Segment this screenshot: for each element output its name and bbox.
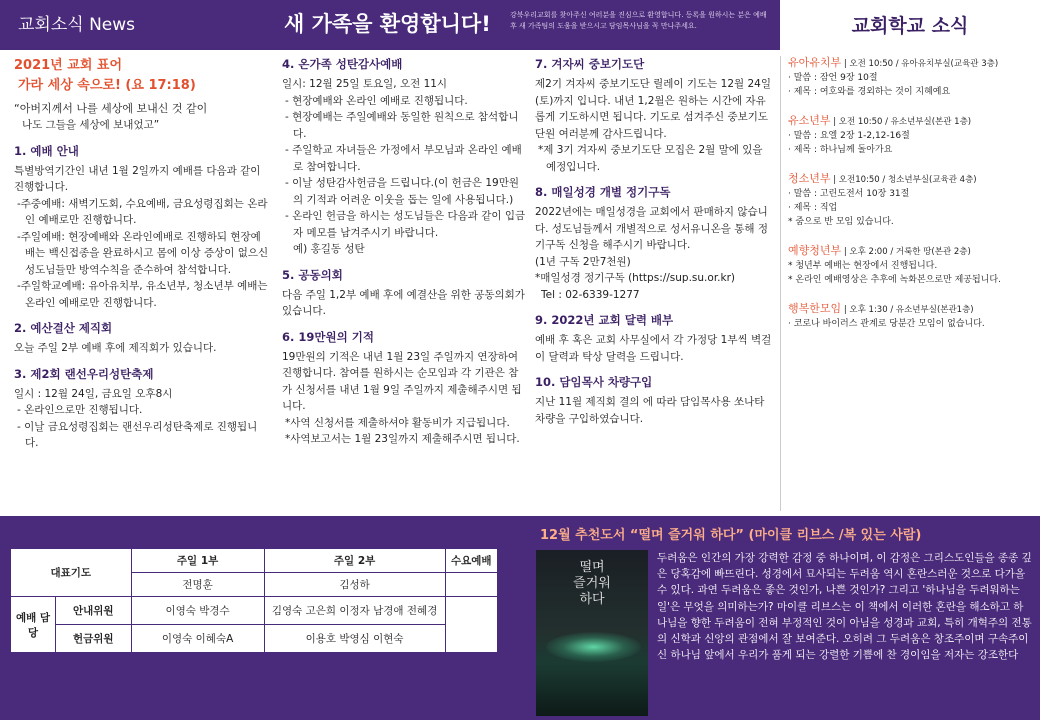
school-line: · 제목 : 하나님께 돌아가요 xyxy=(788,145,893,155)
motto-quote-2: 나도 그들을 세상에 보내었고” xyxy=(22,119,160,131)
news-header: 교회소식 News xyxy=(0,0,270,50)
school-line: · 제목 : 직업 xyxy=(788,203,838,213)
section-5-text: 다음 주일 1,2부 예배 후에 예결산을 위한 공동의회가 있습니다. xyxy=(282,288,525,317)
section-6-note-1: *사역 신청서를 제출하셔야 활동비가 지급됩니다. xyxy=(285,416,510,429)
school-item-kindergarten xyxy=(788,56,1034,99)
table-row xyxy=(11,625,498,653)
school-line: · 말씀 : 고린도전서 10장 31절 xyxy=(788,189,910,199)
section-3-line-1: 일시 : 12월 24일, 금요일 오후8시 xyxy=(14,387,173,400)
news-column-1 xyxy=(14,56,270,452)
section-1-title: 1. 예배 안내 xyxy=(14,143,79,158)
section-4-line-5: - 이날 성탄감사헌금을 드립니다.(이 헌금은 19만원의 기적과 어려운 이웃을 돕는 일에 사용됩니다.) xyxy=(285,177,519,206)
section-9-text: 예배 후 혹은 교회 사무실에서 각 가정당 1부씩 벽걸이 달력과 탁상 달력을 드립니다. xyxy=(535,334,772,363)
section-3-line-3: - 이날 금요성령집회는 랜선우리성탄축제로 진행됩니다. xyxy=(17,420,258,449)
section-2-text: 오늘 주일 2부 예배 후에 제직회가 있습니다. xyxy=(14,342,217,354)
table-row xyxy=(11,549,498,573)
section-10-text: 지난 11월 제직회 결의 에 따라 담임목사용 쏘나타 차량을 구입하였습니다. xyxy=(535,396,765,425)
book-heading: 12월 추천도서 “떨며 즐거워 하다” (마이클 리브스 /복 있는 사람) xyxy=(540,528,922,543)
school-dept-name: 유소년부 xyxy=(788,114,831,127)
table-cell xyxy=(445,573,497,597)
section-10-title: 10. 담임목사 차량구입 xyxy=(535,375,653,389)
school-line: * 줌으로 반 모임 있습니다. xyxy=(788,217,894,227)
book-description: 두려움은 인간의 가장 강력한 감정 중 하나이며, 이 감정은 그리스도인들을 종종 깊은 당혹감에 빠뜨린다. 성경에서 묘사되는 두려움 역시 혼란스러운 것으로 다가올 수 있다. 과연 두려움은 좋은 것인가, 나쁜 것인가? 그리고 '하나님을 두려워하는 일'은 무엇을 의미하는가? 마이클 리브스는 이 책에서 이러한 혼란을 해소하고 하나님을 향한 두려움이 전혀 부정적인 것이 아님을 성경과 교회, 특히 개혁주의 전통의 신학과 신앙의 관점에서 잘 보여준다. 오히려 그 두려움은 창조주이며 구속주이신 하나님 앞에서 우리가 품게 되는 강렬한 기쁨에 찬 경이임을 저자는 강조한다 xyxy=(657,552,1032,662)
table-cell: 이영숙 이혜숙A xyxy=(131,625,264,653)
section-1-bullet-2: -주일예배: 현장예배와 온라인예배로 진행하되 현장예배는 백신접종을 완료하시고 몸에 이상 증상이 없으신 성도님들만 방역수칙을 준수하여 참석합니다. xyxy=(17,230,269,276)
table-cell: 김성하 xyxy=(264,573,445,597)
aurora-graphic xyxy=(546,632,641,662)
book-cover-image xyxy=(536,550,648,716)
cover-title-line: 하다 xyxy=(579,592,605,607)
section-1-bullet-1: -주중예배: 새벽기도회, 수요예배, 금요성령집회는 온라인 예배로만 진행합니다. xyxy=(17,197,268,226)
table-header-wednesday: 수요예배 xyxy=(445,549,497,573)
school-dept-name: 유아유치부 xyxy=(788,56,842,69)
section-8-line-2: *매일성경 정기구독 (https://sup.su.or.kr) xyxy=(535,272,736,284)
school-item-youth xyxy=(788,172,1034,229)
section-4-line-2: - 현장예배와 온라인 예배로 진행됩니다. xyxy=(285,94,468,107)
school-item-children xyxy=(788,114,1034,157)
school-news-header: 교회학교 소식 xyxy=(780,0,1040,50)
school-news-column xyxy=(788,56,1034,346)
section-4-line-1: 일시: 12월 25일 토요일, 오전 11시 xyxy=(282,78,448,90)
section-4-line-6: - 온라인 헌금을 하시는 성도님들은 다음과 같이 입금자 메모를 남겨주시기 바랍니다. xyxy=(285,210,526,239)
table-header-offering: 헌금위원 xyxy=(56,625,132,653)
school-line: * 청년부 예배는 현장에서 진행됩니다. xyxy=(788,261,938,271)
table-cell: 이영숙 박경수 xyxy=(131,597,264,625)
news-column-2 xyxy=(282,56,528,448)
section-3-title: 3. 제2회 랜선우리성탄축제 xyxy=(14,366,154,381)
school-dept-time: | 오전 10:50 / 유소년부실(본관 1층) xyxy=(830,117,972,127)
table-header-week2: 주일 2부 xyxy=(264,549,445,573)
section-2-title: 2. 예산결산 제직회 xyxy=(14,321,113,335)
section-6-title: 6. 19만원의 기적 xyxy=(282,329,374,344)
school-dept-name: 청소년부 xyxy=(788,172,831,185)
school-dept-time: | 오후 1:30 / 유소년부실(본관1층) xyxy=(841,305,974,315)
section-8-title: 8. 매일성경 개별 정기구독 xyxy=(535,185,671,199)
school-dept-time: | 오후 2:00 / 거룩한 땅(본관 2층) xyxy=(841,247,971,257)
school-line: · 제목 : 여호와를 경외하는 것이 지혜예요 xyxy=(788,87,951,97)
section-9-title: 9. 2022년 교회 달력 배부 xyxy=(535,313,674,327)
book-cover-title xyxy=(536,560,648,608)
section-6-note-2: *사역보고서는 1월 23일까지 제출해주시면 됩니다. xyxy=(285,433,520,445)
bottom-panel xyxy=(0,516,1040,720)
section-8-line-1: (1년 구독 2만7천원) xyxy=(535,255,631,268)
section-5-title: 5. 공동의회 xyxy=(282,267,343,282)
table-header-guide: 안내위원 xyxy=(56,597,132,625)
table-cell xyxy=(445,597,497,653)
service-duty-table-wrap xyxy=(10,548,498,653)
news-column-3 xyxy=(535,56,775,427)
welcome-banner xyxy=(270,0,780,50)
section-4-title: 4. 온가족 성탄감사예배 xyxy=(282,57,403,71)
section-7-text: 제2기 겨자씨 중보기도단 릴레이 기도는 12월 24일(토)까지 입니다. 내년 1,2월은 원하는 시간에 자유롭게 기도하시면 됩니다. 기도로 섬겨주신 중보기도단원 여러분께 감사드립니다. xyxy=(535,78,772,140)
table-cell: 전명훈 xyxy=(131,573,264,597)
school-item-happy-group xyxy=(788,302,1034,331)
school-dept-name: 행복한모임 xyxy=(788,302,842,315)
column-divider xyxy=(780,56,781,511)
section-3-line-2: - 온라인으로만 진행됩니다. xyxy=(17,404,143,416)
school-line: · 코로나 바이러스 관계로 당분간 모임이 없습니다. xyxy=(788,319,985,329)
section-8-line-3: Tel : 02-6339-1277 xyxy=(541,288,640,301)
section-6-text: 19만원의 기적은 내년 1월 23일 주일까지 연장하여 진행합니다. 참여를 원하시는 순모임과 각 기관은 참가 신청서를 내년 1월 9일 주일까지 제출해주시면 됩니다. xyxy=(282,350,522,412)
table-header-week1: 주일 1부 xyxy=(131,549,264,573)
section-4-line-4: - 주일학교 자녀들은 가정에서 부모님과 온라인 예배로 참여합니다. xyxy=(285,144,522,173)
cover-title-line: 떨며 xyxy=(579,560,605,575)
welcome-title: 새 가족을 환영합니다! xyxy=(284,12,491,36)
motto-quote-1: “아버지께서 나를 세상에 보내신 것 같이 xyxy=(14,102,208,115)
school-dept-time: | 오전 10:50 / 유아유치부실(교육관 3층) xyxy=(841,59,999,69)
table-header-duty: 예배 담당 xyxy=(11,597,56,653)
table-cell: 이용호 박영심 이현숙 xyxy=(264,625,445,653)
motto-line: 가라 세상 속으로! (요 17:18) xyxy=(18,78,196,93)
section-7-note: *제 3기 겨자씨 중보기도단 모집은 2월 말에 있을 예정입니다. xyxy=(538,144,763,173)
school-dept-name: 예향청년부 xyxy=(788,244,842,257)
section-4-line-3: - 현장예배는 주일예배와 동일한 원칙으로 참석합니다. xyxy=(285,111,519,140)
cover-title-line: 즐거워 xyxy=(573,576,611,591)
table-cell: 김영숙 고은희 이정자 남경애 전혜경 xyxy=(264,597,445,625)
school-line: · 말씀 : 잠언 9장 10절 xyxy=(788,73,878,83)
section-1-intro: 특별방역기간인 내년 1월 2일까지 예배를 다음과 같이 진행합니다. xyxy=(14,164,261,193)
school-dept-time: | 오전10:50 / 청소년부실(교육관 4층) xyxy=(830,175,977,185)
section-4-line-7: 예) 홍길동 성탄 xyxy=(293,243,365,255)
section-1-bullet-3: -주일학교예배: 유아유치부, 유소년부, 청소년부 예배는 온라인 예배로만 진행합니다. xyxy=(17,280,268,309)
school-line: * 온라인 예배영상은 추후에 녹화본으로만 제공됩니다. xyxy=(788,275,1001,285)
section-8-text: 2022년에는 매일성경을 교회에서 판매하지 않습니다. 성도님들께서 개별적으로 성서유니온을 통해 정기구독 신청을 해주시기 바랍니다. xyxy=(535,206,769,251)
school-line: · 말씀 : 요엘 2장 1-2,12-16절 xyxy=(788,131,910,141)
school-item-young-adults xyxy=(788,244,1034,287)
welcome-note: 강북우리교회를 찾아주신 여러분을 진심으로 환영합니다. 등록을 원하시는 분은 예배 후 새 가족팀의 도움을 받으시고 담임목사님을 꼭 만나주세요. xyxy=(510,11,767,30)
section-7-title: 7. 겨자씨 중보기도단 xyxy=(535,57,645,71)
table-header-rep-prayer: 대표기도 xyxy=(11,549,132,597)
service-duty-table xyxy=(10,548,498,653)
motto-title: 2021년 교회 표어 xyxy=(14,58,123,73)
table-row xyxy=(11,597,498,625)
